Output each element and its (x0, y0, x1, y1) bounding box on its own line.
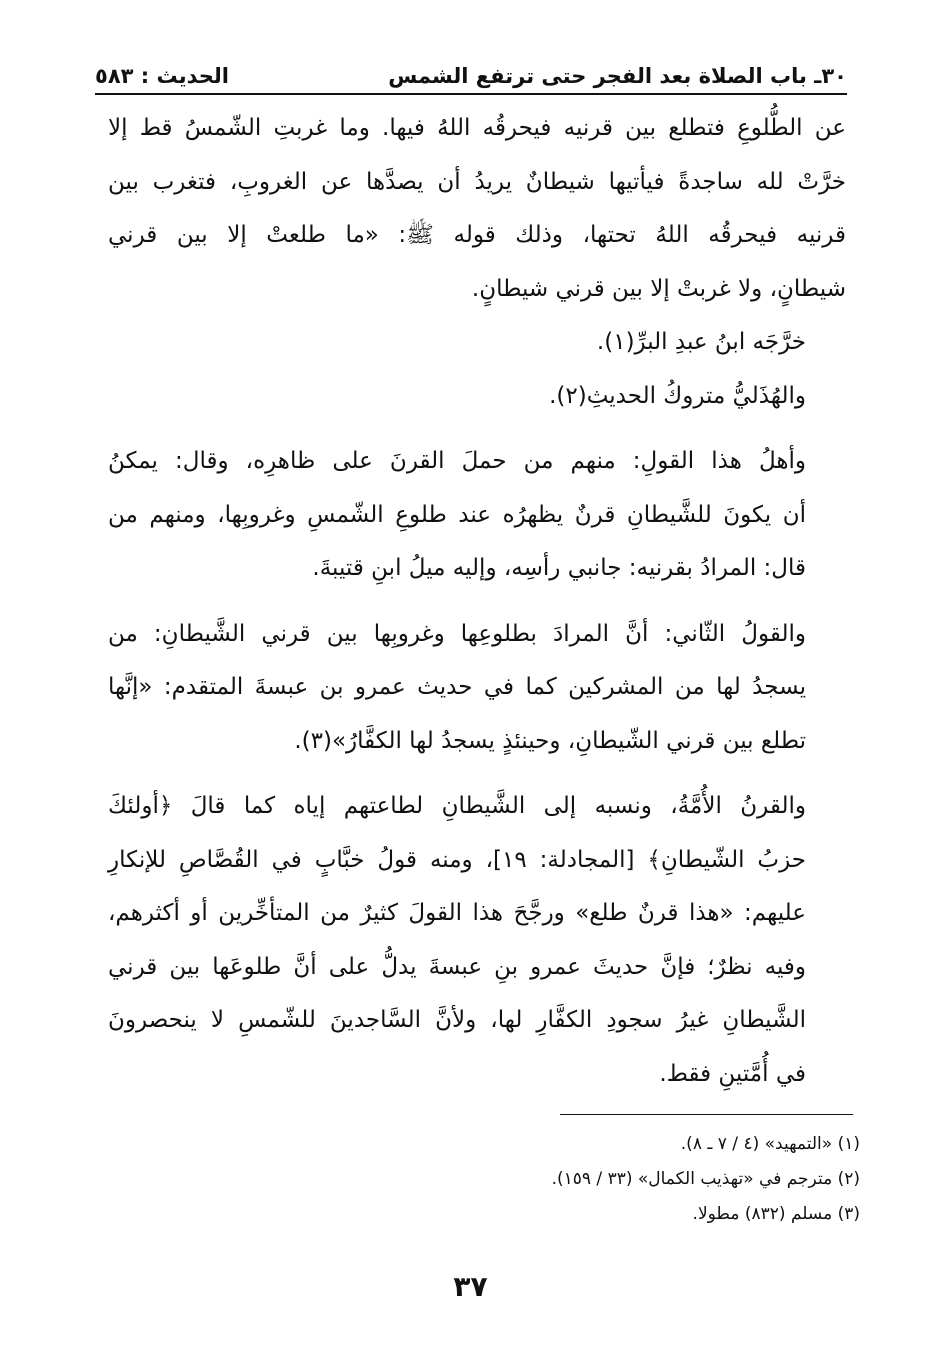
footnotes (108, 1127, 860, 1232)
text-line: الشَّيطانِ غيرُ سجودِ الكفَّارِ لها، ولأنَّ السَّاجدينَ للشّمسِ لا ينحصرونَ (108, 1007, 806, 1033)
page-number: ٣٧ (453, 1270, 488, 1303)
running-header (95, 52, 847, 88)
text-line: حزبُ الشّيطانِ﴾ [المجادلة: ١٩]، ومنه قولُ خبَّابٍ في القُصَّاصِ للإنكارِ (108, 846, 806, 873)
paragraph-5 (108, 608, 846, 769)
footnote-divider (560, 1114, 853, 1115)
text-line: في أُمَّتينِ فقط. (659, 1060, 806, 1087)
text-line: خرَّتْ لله ساجدةً فيأتيها شيطانٌ يريدُ أن يصدَّها عن الغروبِ، فتغرب بين (108, 168, 846, 195)
text-line: قال: المرادُ بقرنيه: جانبي رأسِه، وإليه ميلُ ابنِ قتيبةَ. (312, 555, 806, 581)
paragraph-6 (108, 780, 846, 1101)
header-divider (95, 93, 847, 95)
text-line: قرنيه فيحرقُه اللهُ تحتها، وذلك قوله ﷺ: «ما طلعتْ إلا بين قرني (108, 222, 846, 248)
text-line: وأهلُ هذا القولِ: منهم من حملَ القرنَ على ظاهرِه، وقال: يمكنُ (108, 448, 806, 474)
footnote: (٢) مترجم في «تهذيب الكمال» (٣٣ / ١٥٩). (551, 1169, 860, 1189)
footnote: (٣) مسلم (٨٣٢) مطولا. (692, 1204, 860, 1224)
chapter-title: ٣٠ـ باب الصلاة بعد الفجر حتى ترتفع الشمس (388, 64, 847, 88)
paragraph-2 (108, 316, 846, 370)
paragraph-4 (108, 435, 846, 596)
text-line: والقولُ الثّاني: أنَّ المرادَ بطلوعِها وغروبِها بين قرني الشَّيطانِ: من (108, 620, 806, 647)
paragraph-1 (108, 102, 846, 316)
text-line: والهُذَليُّ متروكُ الحديثِ(٢). (549, 382, 806, 409)
text-line: خرَّجَه ابنُ عبدِ البرِّ(١). (596, 329, 806, 355)
text-line: أن يكونَ للشَّيطانِ قرنٌ يظهرُه عند طلوعِ الشّمسِ وغروبِها، ومنهم من (108, 501, 806, 528)
footnote: (١) «التمهيد» (٤ / ٧ ـ ٨). (680, 1134, 860, 1154)
hadith-number: الحديث : ٥٨٣ (95, 64, 229, 88)
text-line: تطلع بين قرني الشّيطانِ، وحينئذٍ يسجدُ لها الكفَّارُ»(٣). (294, 727, 806, 754)
main-text (108, 102, 846, 1101)
text-line: عليهم: «هذا قرنٌ طلع» ورجَّحَ هذا القولَ كثيرٌ من المتأخِّرين أو أكثرهم، (108, 900, 806, 926)
paragraph-3 (108, 370, 846, 424)
text-line: عن الطُّلوعِ فتطلع بين قرنيه فيحرقُه اللهُ فيها. وما غربتِ الشّمسُ قط إلا (108, 115, 846, 141)
text-line: يسجدُ لها من المشركين كما في حديث عمرو بن عبسةَ المتقدم: «إنَّها (108, 674, 806, 700)
text-line: وفيه نظرٌ؛ فإنَّ حديثَ عمرو بنِ عبسةَ يدلُّ على أنَّ طلوعَها بين قرني (108, 953, 806, 980)
text-line: والقرنُ الأُمَّةُ، ونسبه إلى الشَّيطانِ لطاعتهم إياه كما قالَ ﴿أولئكَ (108, 793, 806, 819)
text-line: شيطانٍ، ولا غربتْ إلا بين قرني شيطانٍ. (471, 275, 846, 302)
